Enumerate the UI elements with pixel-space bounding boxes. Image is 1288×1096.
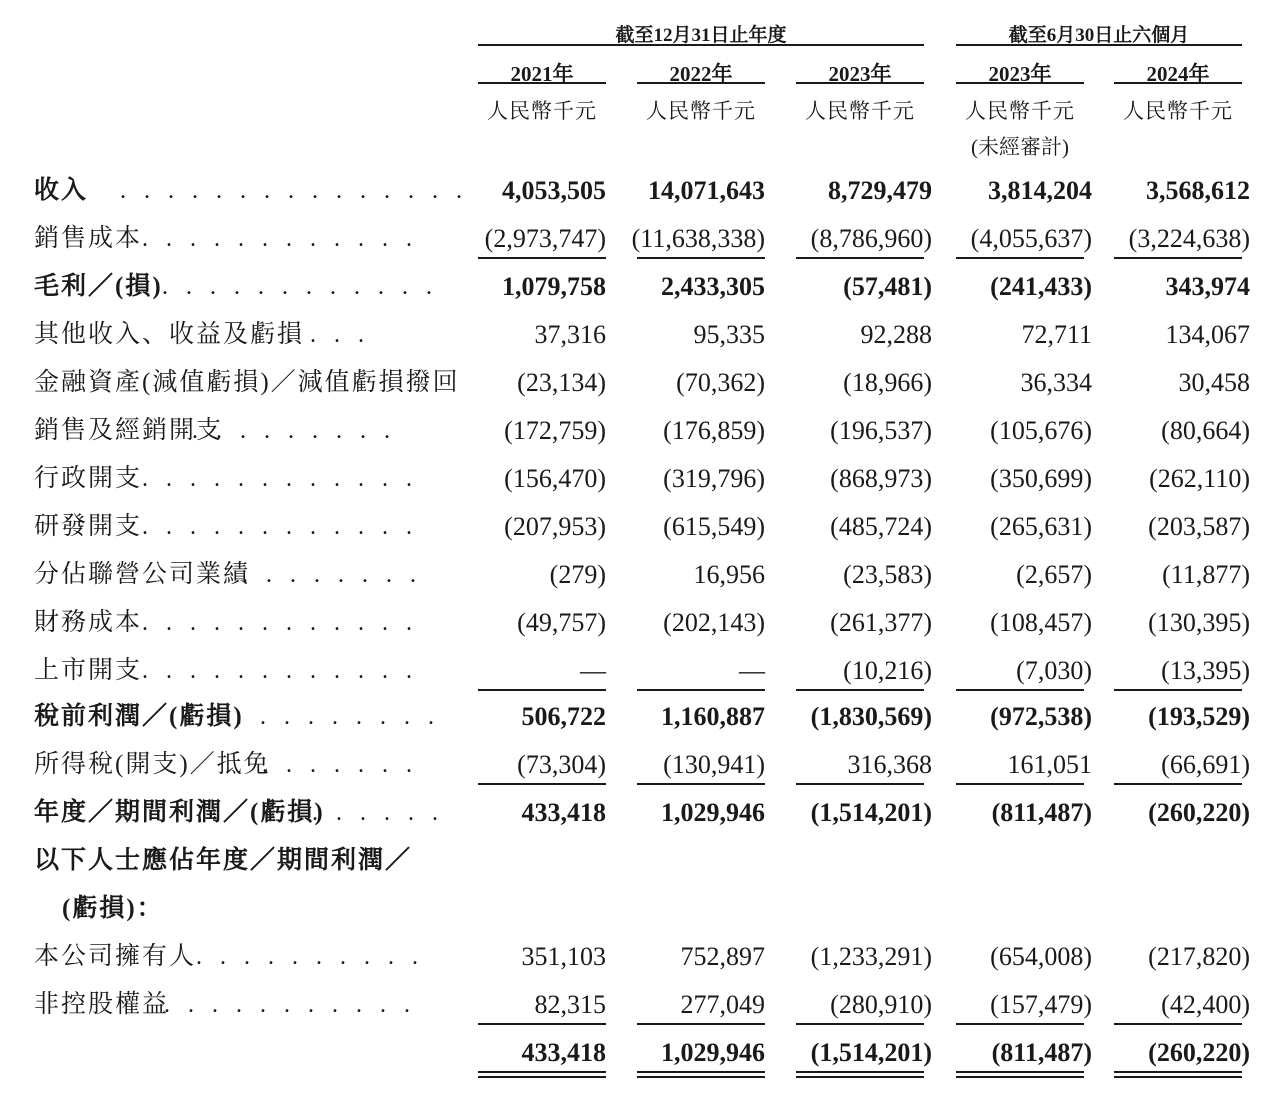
double-underline <box>637 1071 765 1078</box>
row-value: 433,418 <box>521 1038 606 1067</box>
row-value: (2,657) <box>1016 560 1092 589</box>
single-underline <box>1114 1023 1242 1025</box>
row-label: 本公司擁有人 <box>34 943 197 970</box>
row-value: 2,433,305 <box>661 272 765 301</box>
row-value: (10,216) <box>843 656 932 685</box>
row-value: (265,631) <box>990 512 1092 541</box>
leader-dots: . . . . . . . . . . . . <box>142 466 418 492</box>
row-value: (130,395) <box>1148 608 1250 637</box>
single-underline <box>956 257 1084 259</box>
row-value: 72,711 <box>1021 320 1092 349</box>
row-label: 銷售成本 <box>34 225 143 252</box>
row-value: (73,304) <box>517 750 606 779</box>
year-header-2022: 2022年 <box>669 62 733 86</box>
year-header-2023: 2023年 <box>828 62 892 86</box>
row-value: (172,759) <box>504 416 606 445</box>
single-underline <box>637 689 765 691</box>
row-value: (1,830,569) <box>810 702 932 731</box>
row-value: (202,143) <box>663 608 765 637</box>
unit-label: 人民幣千元 <box>487 99 597 123</box>
row-value: 3,814,204 <box>988 176 1092 205</box>
row-value: (23,583) <box>843 560 932 589</box>
table-row <box>0 462 1288 510</box>
leader-dots: . . . . . . <box>312 800 444 826</box>
single-underline <box>1114 257 1242 259</box>
row-label: 其他收入、收益及虧損 <box>34 321 305 348</box>
table-row <box>0 988 1288 1036</box>
leader-dots: . . . . . . . <box>262 752 418 778</box>
row-value: (80,664) <box>1161 416 1250 445</box>
row-value: (350,699) <box>990 464 1092 493</box>
row-value: (207,953) <box>504 512 606 541</box>
single-underline <box>637 783 765 785</box>
single-underline <box>956 783 1084 785</box>
single-underline <box>1114 689 1242 691</box>
row-label: 財務成本 <box>34 609 143 636</box>
row-label: 收入 <box>34 177 89 204</box>
group-header-six-months: 截至6月30日止六個月 <box>1008 25 1190 46</box>
unit-label: 人民幣千元 <box>646 99 756 123</box>
unit-label: 人民幣千元 <box>965 99 1075 123</box>
row-value: (108,457) <box>990 608 1092 637</box>
row-value: (157,479) <box>990 990 1092 1019</box>
row-value: (241,433) <box>990 272 1092 301</box>
single-underline <box>637 257 765 259</box>
row-value: 82,315 <box>534 990 606 1019</box>
single-underline <box>478 689 606 691</box>
row-value: (18,966) <box>843 368 932 397</box>
row-value: (23,134) <box>517 368 606 397</box>
row-value: (1,233,291) <box>810 942 932 971</box>
double-underline <box>478 1071 606 1078</box>
leader-dots: . . . . . . . . . . . . <box>162 274 438 300</box>
leader-dots: . . . . . . . . . <box>192 418 396 444</box>
row-value: 277,049 <box>680 990 765 1019</box>
row-value: 95,335 <box>693 320 765 349</box>
row-value: (193,529) <box>1148 702 1250 731</box>
row-value: (8,786,960) <box>810 224 932 253</box>
double-underline <box>1114 1071 1242 1078</box>
leader-dots: . . . . . . . . . . . . . . . <box>120 178 468 204</box>
row-value: (972,538) <box>990 702 1092 731</box>
table-row <box>0 606 1288 654</box>
table-row <box>0 174 1288 222</box>
table-row <box>0 366 1288 414</box>
unit-label: 人民幣千元 <box>805 99 915 123</box>
single-underline <box>956 1023 1084 1025</box>
double-underline <box>796 1071 924 1078</box>
row-value: (485,724) <box>830 512 932 541</box>
row-value: (811,487) <box>991 1038 1092 1067</box>
single-underline <box>478 783 606 785</box>
unaudited-label: (未經審計) <box>971 135 1069 159</box>
year-rule <box>956 82 1084 84</box>
year-rule <box>637 82 765 84</box>
table-row <box>0 654 1288 702</box>
row-label: 研發開支 <box>34 513 143 540</box>
row-value: (130,941) <box>663 750 765 779</box>
row-value: (262,110) <box>1149 464 1250 493</box>
single-underline <box>637 1023 765 1025</box>
table-row <box>0 844 1288 892</box>
row-value: 161,051 <box>1007 750 1092 779</box>
leader-dots: . . . . . . . . . <box>236 704 440 730</box>
row-value: (654,008) <box>990 942 1092 971</box>
row-value: (49,757) <box>517 608 606 637</box>
year-header-2024-interim: 2024年 <box>1146 62 1210 86</box>
leader-dots: . . . . <box>286 322 370 348</box>
row-label: 稅前利潤／(虧損) <box>34 703 244 730</box>
row-value: — <box>739 656 765 685</box>
row-value: (105,676) <box>990 416 1092 445</box>
year-rule <box>796 82 924 84</box>
single-underline <box>796 783 924 785</box>
row-label: (虧損)： <box>62 895 164 922</box>
table-row <box>0 940 1288 988</box>
row-label: 金融資產(減值虧損)／減值虧損撥回 <box>34 369 460 396</box>
leader-dots: . . . . . . . . . . . . <box>142 514 418 540</box>
row-value: 506,722 <box>521 702 606 731</box>
row-value: (2,973,747) <box>484 224 606 253</box>
row-label: 銷售及經銷開支 <box>34 417 224 444</box>
table-row <box>0 796 1288 844</box>
row-value: — <box>580 656 606 685</box>
row-value: (280,910) <box>830 990 932 1019</box>
group-header-rule <box>478 44 924 46</box>
leader-dots: . . . . . . . . . . . . <box>142 610 418 636</box>
row-value: 1,029,946 <box>661 798 765 827</box>
single-underline <box>478 257 606 259</box>
row-value: (1,514,201) <box>810 1038 932 1067</box>
row-value: 351,103 <box>521 942 606 971</box>
row-label: 年度／期間利潤／(虧損) <box>34 799 325 826</box>
year-rule <box>1114 82 1242 84</box>
row-value: 1,079,758 <box>502 272 606 301</box>
row-value: (615,549) <box>663 512 765 541</box>
table-row <box>0 318 1288 366</box>
row-value: (156,470) <box>504 464 606 493</box>
row-value: 8,729,479 <box>828 176 932 205</box>
leader-dots: . . . . . . . . . . . <box>164 992 416 1018</box>
double-underline <box>956 1071 1084 1078</box>
row-value: (13,395) <box>1161 656 1250 685</box>
row-value: (3,224,638) <box>1128 224 1250 253</box>
row-label: 所得稅(開支)／抵免 <box>34 751 271 778</box>
row-label: 分佔聯營公司業績 <box>34 561 251 588</box>
unit-label: 人民幣千元 <box>1123 99 1233 123</box>
row-value: (203,587) <box>1148 512 1250 541</box>
group-header-fiscal-year: 截至12月31日止年度 <box>615 25 787 46</box>
table-row <box>0 222 1288 270</box>
row-value: (57,481) <box>843 272 932 301</box>
row-value: 752,897 <box>680 942 765 971</box>
row-label: 非控股權益 <box>34 991 170 1018</box>
row-value: (1,514,201) <box>810 798 932 827</box>
year-rule <box>478 82 606 84</box>
row-value: (11,638,338) <box>631 224 765 253</box>
row-value: 36,334 <box>1020 368 1092 397</box>
single-underline <box>956 689 1084 691</box>
table-row <box>0 558 1288 606</box>
row-label: 毛利／(損) <box>34 273 163 300</box>
row-value: (319,796) <box>663 464 765 493</box>
row-value: 16,956 <box>693 560 765 589</box>
row-value: (279) <box>549 560 606 589</box>
row-value: (70,362) <box>676 368 765 397</box>
row-label: 行政開支 <box>34 465 143 492</box>
row-label: 以下人士應佔年度／期間利潤／ <box>34 847 413 874</box>
leader-dots: . . . . . . . . . . . . <box>142 226 418 252</box>
year-header-2021: 2021年 <box>510 62 574 86</box>
year-header-2023-interim: 2023年 <box>988 62 1052 86</box>
table-row <box>0 700 1288 748</box>
row-value: 3,568,612 <box>1146 176 1250 205</box>
row-value: 92,288 <box>860 320 932 349</box>
row-label: 上市開支 <box>34 657 143 684</box>
group-header-rule <box>956 44 1242 46</box>
row-value: (217,820) <box>1148 942 1250 971</box>
single-underline <box>796 257 924 259</box>
row-value: (868,973) <box>830 464 932 493</box>
row-value: (7,030) <box>1016 656 1092 685</box>
row-value: 37,316 <box>534 320 606 349</box>
leader-dots: . . . . . . . . . . . . <box>142 658 418 684</box>
row-value: (176,859) <box>663 416 765 445</box>
row-value: 14,071,643 <box>648 176 765 205</box>
leader-dots: . . . . . . . . . . <box>196 944 424 970</box>
row-value: 433,418 <box>521 798 606 827</box>
row-value: (4,055,637) <box>970 224 1092 253</box>
row-value: (66,691) <box>1161 750 1250 779</box>
row-value: 134,067 <box>1165 320 1250 349</box>
row-value: 4,053,505 <box>502 176 606 205</box>
single-underline <box>1114 783 1242 785</box>
single-underline <box>796 1023 924 1025</box>
single-underline <box>796 689 924 691</box>
table-row <box>0 892 1288 940</box>
row-value: (260,220) <box>1148 798 1250 827</box>
row-value: 1,160,887 <box>661 702 765 731</box>
leader-dots: . . . . . . . . <box>242 562 422 588</box>
row-value: (11,877) <box>1162 560 1250 589</box>
row-value: (811,487) <box>991 798 1092 827</box>
row-value: 1,029,946 <box>661 1038 765 1067</box>
row-value: (42,400) <box>1161 990 1250 1019</box>
row-value: (260,220) <box>1148 1038 1250 1067</box>
table-row <box>0 510 1288 558</box>
table-row <box>0 748 1288 796</box>
row-value: (261,377) <box>830 608 932 637</box>
table-row <box>0 270 1288 318</box>
single-underline <box>478 1023 606 1025</box>
row-value: 30,458 <box>1178 368 1250 397</box>
row-value: 343,974 <box>1165 272 1250 301</box>
row-value: (196,537) <box>830 416 932 445</box>
row-value: 316,368 <box>847 750 932 779</box>
table-row <box>0 414 1288 462</box>
